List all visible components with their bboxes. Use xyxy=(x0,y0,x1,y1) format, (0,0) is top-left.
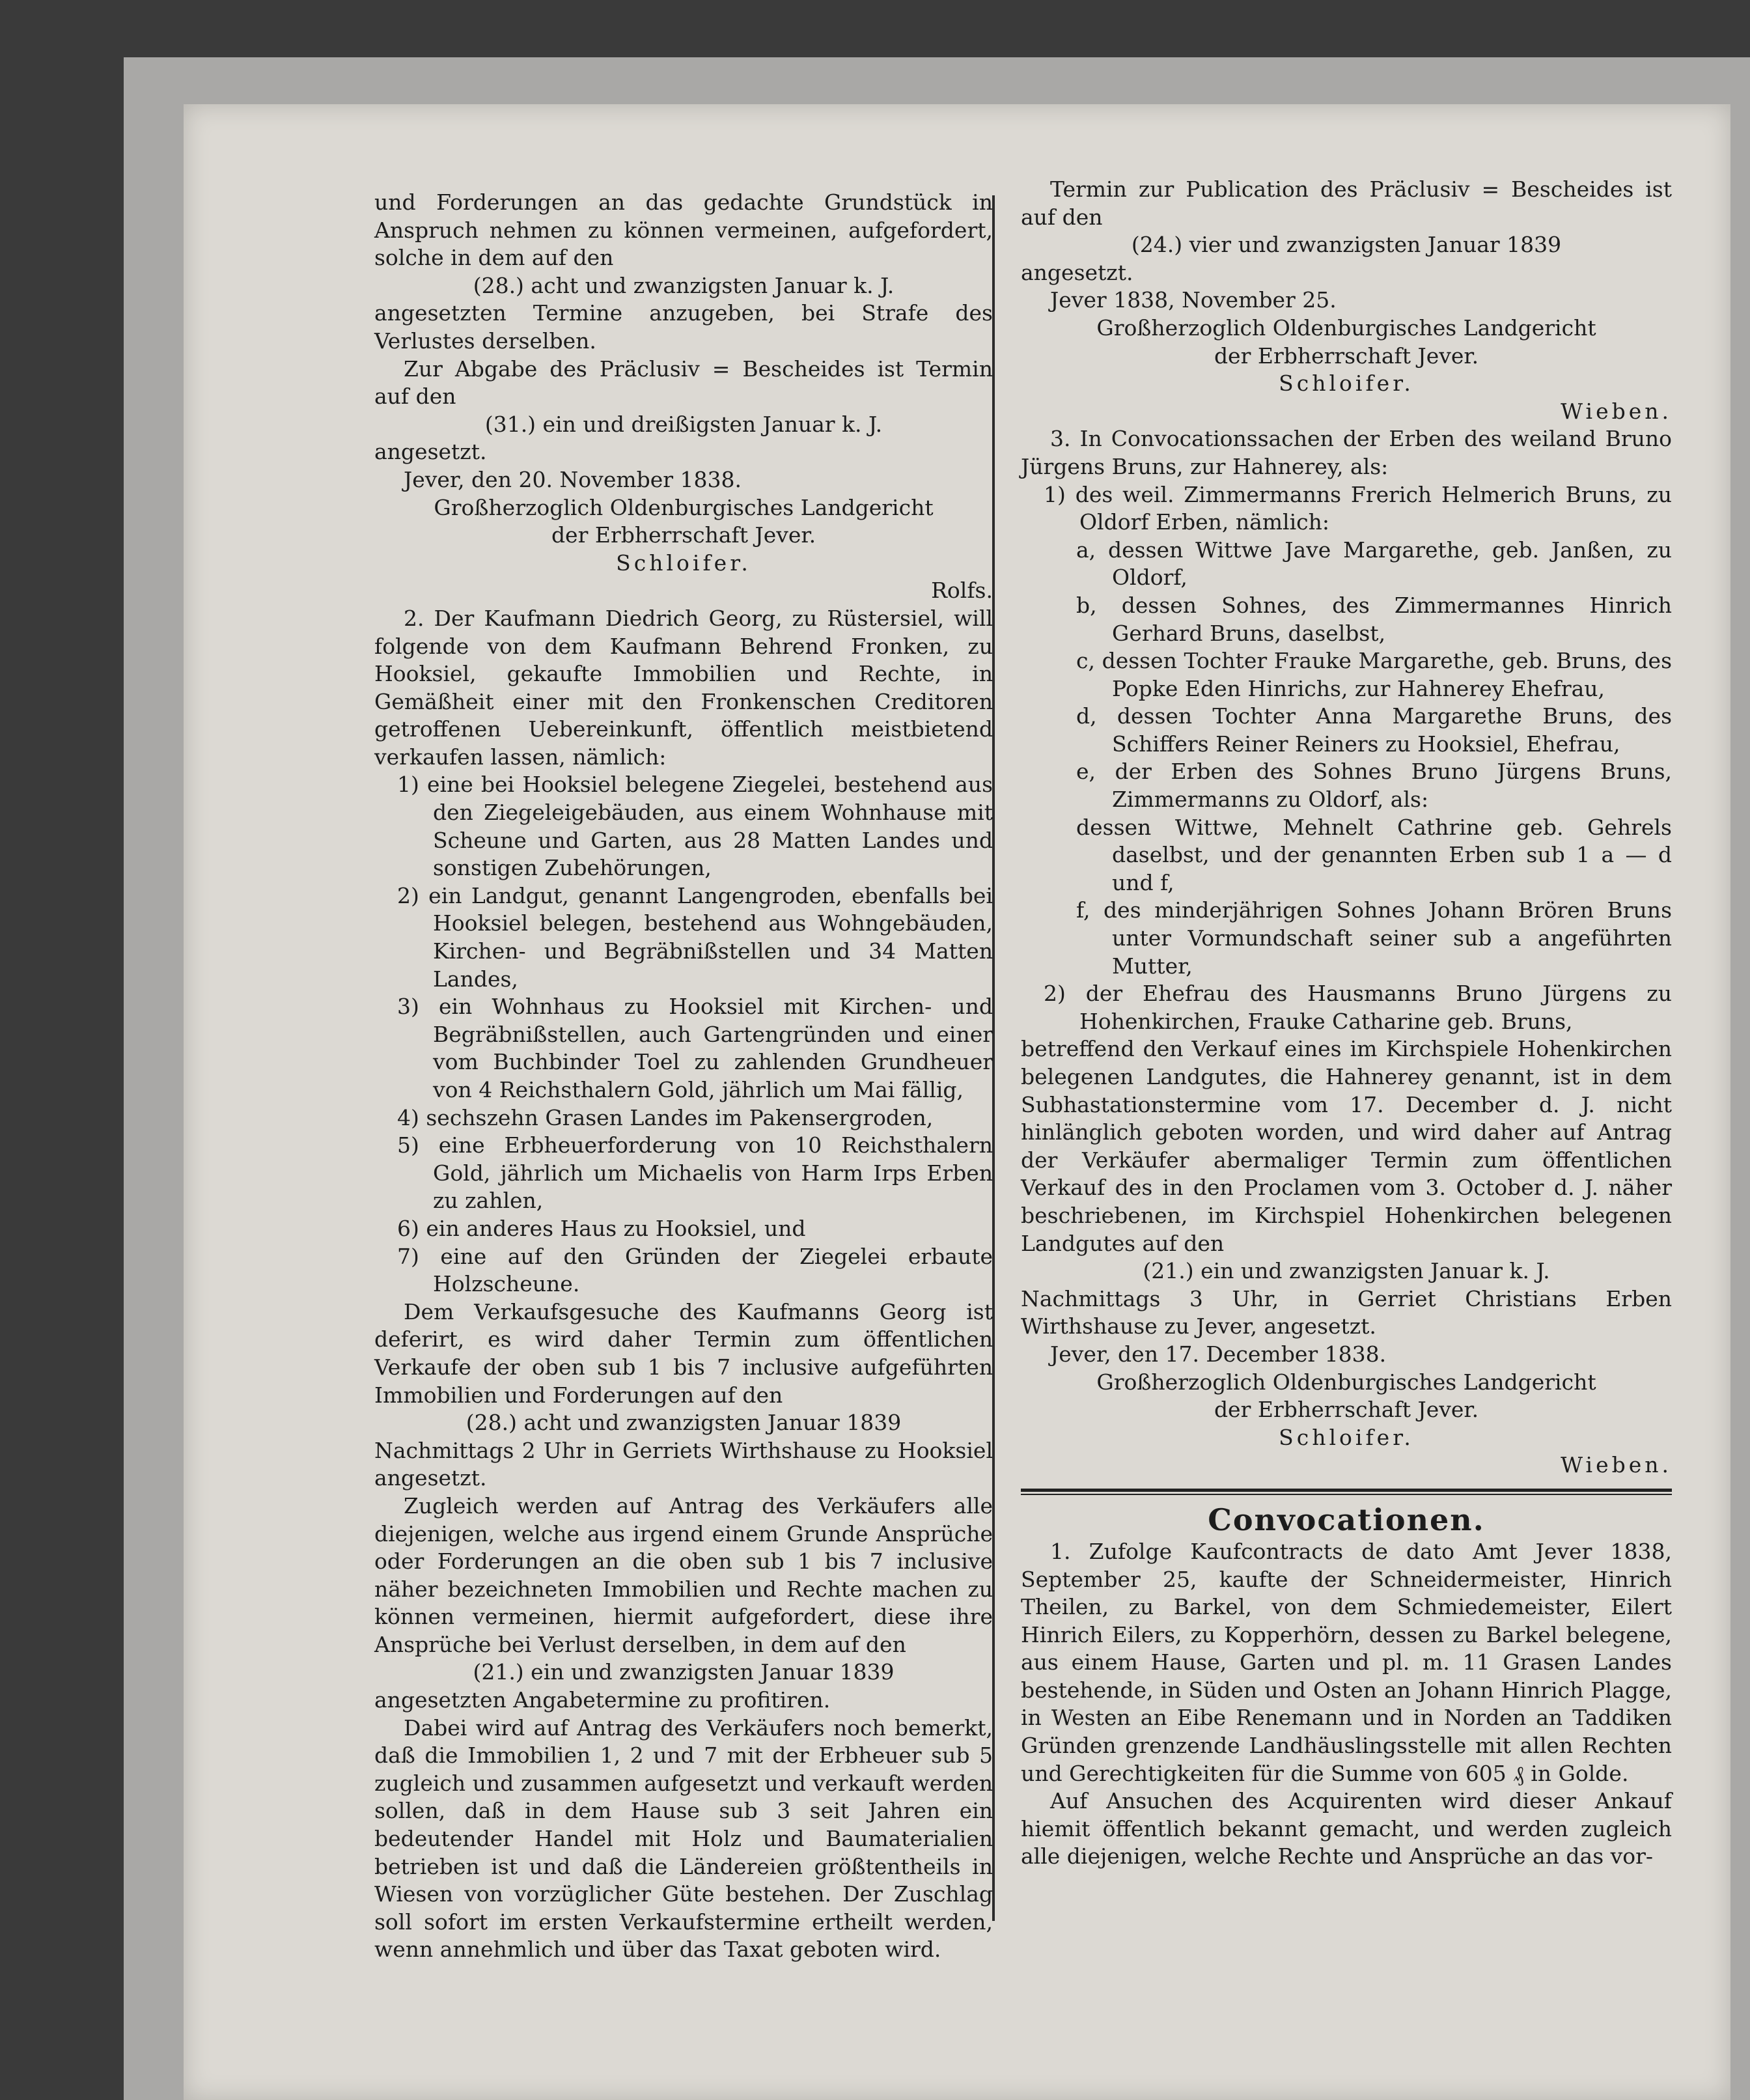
text-paragraph: Jever 1838, November 25. xyxy=(1050,287,1337,313)
text-paragraph: angesetzt. xyxy=(374,439,487,465)
text-paragraph: Großherzoglich Oldenburgisches Landgericht xyxy=(434,494,934,520)
convocation-notices xyxy=(1021,1538,1672,1871)
text-paragraph: 2) der Ehefrau des Hausmanns Bruno Jürgens zu Hohenkirchen, Frauke Catharine geb. Bruns, xyxy=(1044,981,1672,1034)
text-paragraph: Nachmittags 3 Uhr, in Gerriet Christians Erben Wirthshause zu Jever, angesetzt. xyxy=(1021,1285,1672,1339)
section-divider xyxy=(1021,1489,1672,1495)
text-paragraph: 4) sechszehn Grasen Landes im Pakensergroden, xyxy=(397,1104,934,1130)
text-paragraph: 1. Zufolge Kaufcontracts de dato Amt Jever 1838, September 25, kaufte der Schneidermeister, Hinrich Theilen, zu Barkel, von dem Schmiedemeister, Eilert Hinrich Eilers, zu Kopperhörn, dessen zu Barkel belegene, aus einem Hause, Garten und pl. m. 11 Grasen Landes bestehende, in Süden und Osten an Johann Hinrich Plagge, in Westen an Eibe Renemann und in Norden an Taddiken Gründen grenzende Landhäuslingsstelle mit allen Rechten und Gerechtigkeiten für die Summe von 605 ₰ in Golde. xyxy=(1021,1538,1672,1786)
text-paragraph: angesetzt. xyxy=(1021,259,1133,285)
text-paragraph: der Erbherrschaft Jever. xyxy=(1214,1397,1479,1423)
text-paragraph: Dabei wird auf Antrag des Verkäufers noch bemerkt, daß die Immobilien 1, 2 und 7 mit der Erbheuer sub 5 zugleich und zusammen aufgesetzt und verkauft werden sollen, daß in dem Hause sub 3 seit Jahren ein bedeutender Handel mit Holz und Baumaterialien betrieben ist und daß die Ländereien größtentheils in Wiesen von vorzüglicher Güte bestehen. Der Zuschlag soll sofort im ersten Verkaufstermine ertheilt werden, wenn annehmlich und über das Taxat geboten wird. xyxy=(374,1715,993,1963)
text-paragraph: e, der Erben des Sohnes Bruno Jürgens Bruns, Zimmermanns zu Oldorf, als: xyxy=(1076,759,1672,813)
text-paragraph: Zur Abgabe des Präclusiv = Bescheides ist Termin auf den xyxy=(374,356,993,410)
right-column-notices xyxy=(1021,176,1672,1479)
text-paragraph: Wieben. xyxy=(1561,398,1672,424)
text-paragraph: Zugleich werden auf Antrag des Verkäufers alle diejenigen, welche aus irgend einem Grunde Ansprüche oder Forderungen an die oben sub 1 bis 7 inclusive näher bezeichneten Immobilien und Rechte machen zu können vermeinen, hiermit aufgefordert, diese ihre Ansprüche bei Verlust derselben, in dem auf den xyxy=(374,1492,993,1657)
text-paragraph: Großherzoglich Oldenburgisches Landgericht xyxy=(1096,1369,1596,1395)
text-paragraph: 2) ein Landgut, genannt Langengroden, ebenfalls bei Hooksiel belegen, bestehend aus Wohngebäuden, Kirchen- und Begräbnißstellen und 34 Matten Landes, xyxy=(397,882,993,992)
text-paragraph: a, dessen Wittwe Jave Margarethe, geb. Janßen, zu Oldorf, xyxy=(1076,537,1672,591)
text-paragraph: der Erbherrschaft Jever. xyxy=(1214,343,1479,369)
text-paragraph: 3) ein Wohnhaus zu Hooksiel mit Kirchen- und Begräbnißstellen, auch Gartengründen und einer vom Buchbinder Toel zu zahlenden Grundheuer von 4 Reichsthalern Gold, jährlich um Mai fällig, xyxy=(397,994,993,1102)
text-paragraph: angesetzten Angabetermine zu profitiren. xyxy=(374,1687,831,1713)
text-paragraph: (24.) vier und zwanzigsten Januar 1839 xyxy=(1131,232,1562,258)
right-column xyxy=(1021,176,1672,1871)
text-paragraph: (21.) ein und zwanzigsten Januar k. J. xyxy=(1143,1258,1550,1284)
text-paragraph: (28.) acht und zwanzigsten Januar 1839 xyxy=(465,1410,902,1436)
text-paragraph: 6) ein anderes Haus zu Hooksiel, und xyxy=(397,1215,806,1241)
text-paragraph: (21.) ein und zwanzigsten Januar 1839 xyxy=(473,1659,895,1685)
section-heading: Convocationen. xyxy=(1208,1502,1485,1537)
text-paragraph: c, dessen Tochter Frauke Margarethe, geb. Bruns, des Popke Eden Hinrichs, zur Hahnerey Ehefrau, xyxy=(1076,648,1672,701)
text-paragraph: Auf Ansuchen des Acquirenten wird dieser Ankauf hiemit öffentlich bekannt gemacht, und werden zugleich alle diejenigen, welche Rechte und Ansprüche an das vor- xyxy=(1021,1788,1672,1869)
text-paragraph: 1) des weil. Zimmermanns Frerich Helmerich Bruns, zu Oldorf Erben, nämlich: xyxy=(1044,481,1672,535)
text-paragraph: f, des minderjährigen Sohnes Johann Brören Bruns unter Vormundschaft seiner sub a angeführten Mutter, xyxy=(1076,897,1672,979)
text-paragraph: Schloifer. xyxy=(616,550,751,576)
text-paragraph: b, dessen Sohnes, des Zimmermannes Hinrich Gerhard Bruns, daselbst, xyxy=(1076,592,1672,646)
text-paragraph: und Forderungen an das gedachte Grundstück in Anspruch nehmen zu können vermeinen, aufgefordert, solche in dem auf den xyxy=(374,189,993,271)
text-paragraph: 1) eine bei Hooksiel belegene Ziegelei, bestehend aus den Ziegeleigebäuden, aus einem Wohnhause mit Scheune und Garten, aus 28 Matten Landes und sonstigen Zubehörungen, xyxy=(397,772,993,881)
text-paragraph: Schloifer. xyxy=(1279,371,1414,397)
text-paragraph: 2. Der Kaufmann Diedrich Georg, zu Rüstersiel, will folgende von dem Kaufmann Behrend Fronken, zu Hooksiel, gekaufte Immobilien und Rechte, in Gemäßheit einer mit den Fronkenschen Creditoren getroffenen Uebereinkunft, öffentlich meistbietend verkaufen lassen, nämlich: xyxy=(374,605,993,770)
text-paragraph: angesetzten Termine anzugeben, bei Strafe des Verlustes derselben. xyxy=(374,300,993,354)
text-paragraph: Jever, den 17. December 1838. xyxy=(1050,1341,1387,1367)
text-paragraph: Nachmittags 2 Uhr in Gerriets Wirthshause zu Hooksiel angesetzt. xyxy=(374,1437,993,1491)
text-paragraph: betreffend den Verkauf eines im Kirchspiele Hohenkirchen belegenen Landgutes, die Hahnerey genannt, ist in dem Subhastationstermine vom 17. December d. J. nicht hinlänglich geboten worden, und wird daher auf Antrag der Verkäufer abermaliger Termin zum öffentlichen Verkauf des in den Proclamen vom 3. October d. J. näher beschriebenen, im Kirchspiel Hohenkirchen belegenen Landgutes auf den xyxy=(1021,1036,1672,1256)
text-paragraph: 7) eine auf den Gründen der Ziegelei erbaute Holzscheune. xyxy=(397,1243,993,1297)
text-paragraph: Jever, den 20. November 1838. xyxy=(404,466,742,492)
text-paragraph: Wieben. xyxy=(1561,1452,1672,1478)
text-paragraph: Rolfs. xyxy=(931,578,993,604)
left-column xyxy=(374,189,993,1964)
text-paragraph: 3. In Convocationssachen der Erben des weiland Bruno Jürgens Bruns, zur Hahnerey, als: xyxy=(1021,426,1672,479)
text-paragraph: dessen Wittwe, Mehnelt Cathrine geb. Gehrels daselbst, und der genannten Erben sub 1 a — d und f, xyxy=(1076,814,1672,895)
text-paragraph: d, dessen Tochter Anna Margarethe Bruns, des Schiffers Reiner Reiners zu Hooksiel, Ehefrau, xyxy=(1076,703,1672,757)
text-paragraph: Großherzoglich Oldenburgisches Landgericht xyxy=(1096,315,1596,341)
text-paragraph: der Erbherrschaft Jever. xyxy=(551,522,816,548)
text-paragraph: (31.) ein und dreißigsten Januar k. J. xyxy=(484,411,883,437)
text-paragraph: Termin zur Publication des Präclusiv = Bescheides ist auf den xyxy=(1021,176,1672,230)
text-paragraph: (28.) acht und zwanzigsten Januar k. J. xyxy=(473,272,895,298)
text-paragraph: Dem Verkaufsgesuche des Kaufmanns Georg ist deferirt, es wird daher Termin zum öffentlichen Verkaufe der oben sub 1 bis 7 inclusive aufgeführten Immobilien und Forderungen auf den xyxy=(374,1298,993,1408)
text-paragraph: Schloifer. xyxy=(1279,1424,1414,1450)
text-paragraph: 5) eine Erbheuerforderung von 10 Reichsthalern Gold, jährlich um Michaelis von Harm Irps Erben zu zahlen, xyxy=(397,1132,993,1214)
